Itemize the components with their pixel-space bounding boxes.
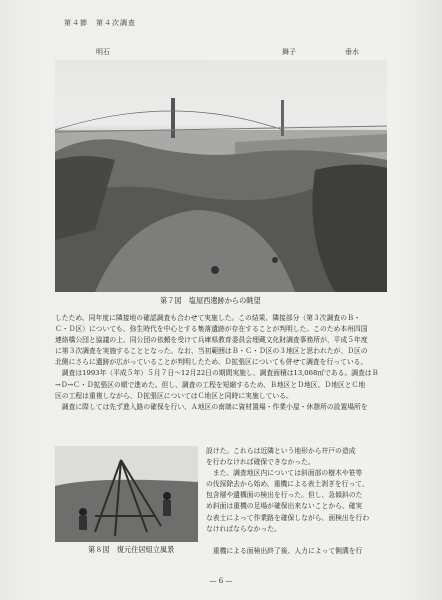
paragraph-line: 包含層や遺構面の検出を行った。但し、急傾斜のた (206, 491, 363, 500)
paragraph-line: の伐採除去から始め、重機による表土剥ぎを行って、 (206, 480, 369, 489)
paragraph-line: 重機による面検出終了後、人力によって側溝を行 (206, 546, 363, 555)
paragraph-line: したため、同年度に隣接地の確認調査も合わせて実施した。この結果、隣接部分（第３次調査のＢ・ (55, 314, 361, 322)
paragraph-line: 設けた。これらは近隣という地形から井戸の造成 (206, 447, 356, 455)
right-column (206, 446, 369, 557)
paragraph-line: 連絡橋公団と協議の上、同公団の依頼を受けて兵庫県教育委員会埋蔵文化財調査事務所が、平成５年度 (55, 336, 368, 345)
photo-label-maiko: 舞子 (282, 48, 296, 56)
paragraph-line: なければならなかった。 (206, 524, 281, 533)
figure-7-caption: 第７図 塩屋西遺跡からの眺望 (160, 296, 261, 305)
page-number: — 6 — (209, 577, 233, 585)
photo-illustration-2 (55, 446, 198, 542)
page-header: 第４節 第４次調査 (64, 19, 136, 27)
paragraph-line: Ｃ・Ｄ区）についても、弥生時代を中心とする集落遺跡が存在することが判明した。このため本州四国 (55, 325, 368, 334)
paragraph-line: 区の工程は重複しながら、Ｄ拡張区についてはＣ地区と同時に実施している。 (55, 391, 293, 400)
paragraph-line: に第３次調査を実施することとなった。なお、当初範囲はＢ・Ｃ・Ｄ区の３地区と思われたが、Ｄ区の (55, 347, 368, 356)
house-reconstruction-photo (55, 446, 198, 542)
paragraph-line: を行わなければ確保できなかった。 (206, 458, 315, 467)
excavation-view-photo (55, 60, 387, 292)
paragraph-line: 調査に際しては先ず進入路の確保を行い、Ａ地区の南端に資材置場・作業小屋・休憩所の設置場所を (55, 402, 368, 411)
photo-label-tarumi: 垂水 (345, 48, 359, 56)
main-paragraphs (55, 313, 378, 413)
figure-8-caption: 第８図 復元住居組立風景 (88, 545, 175, 554)
paragraph-line (206, 535, 369, 546)
paragraph-line: →Ｄ→Ｃ・Ｄ拡張区の順で進めた。但し、調査の工程を短縮するため、Ｂ地区とＤ地区、Ｄ地区とＣ地 (55, 380, 366, 389)
paragraph-line: 調査は1993年（平成５年）５月７日〜12月22日の期間実施し、調査面積は13,068㎡である。調査はＢ (55, 369, 379, 378)
photo-illustration (55, 60, 387, 292)
paragraph-line: また、調査地区内については斜面部の樹木や笹等 (206, 469, 363, 478)
photo-label-akashi: 明石 (96, 48, 110, 56)
paragraph-line: め斜面は重機の足場が確保出来ないことから、確実 (206, 502, 363, 511)
paragraph-line: な表土によって作業路を確保しながら、面検出を行わ (206, 513, 370, 522)
paragraph-line: 北側にさらに遺跡が広がっていることが判明したため、Ｄ拡張区についても併せて調査を行っている。 (55, 358, 368, 367)
